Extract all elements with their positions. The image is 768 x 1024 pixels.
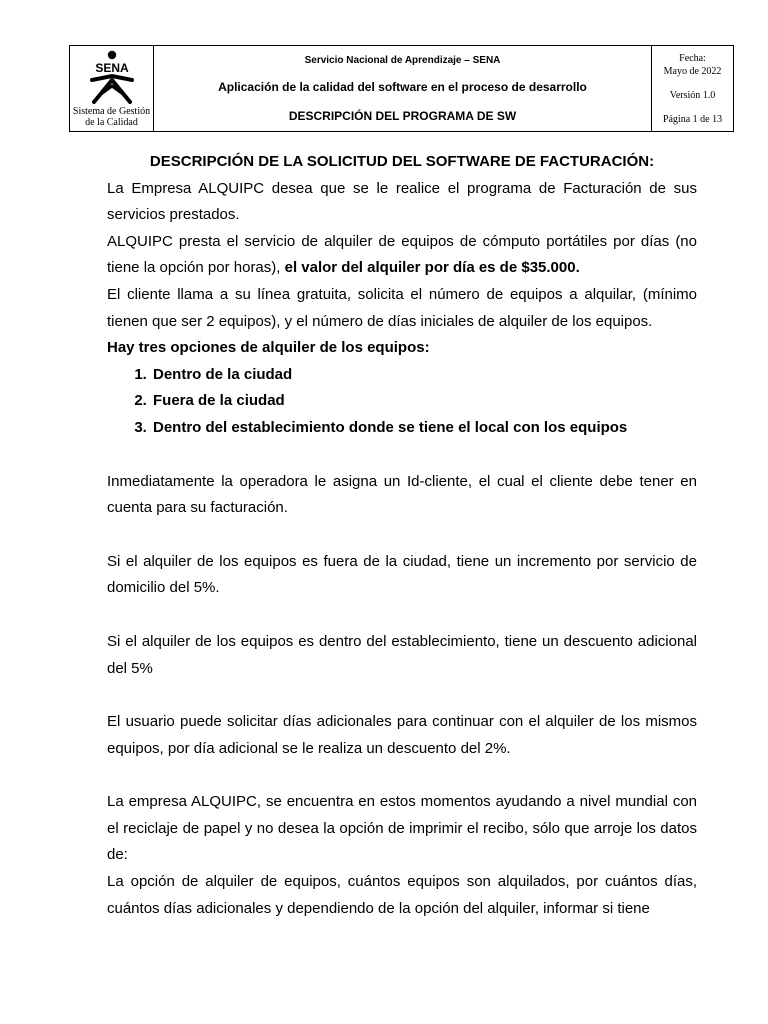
date-label: Fecha: xyxy=(679,52,706,64)
document-body xyxy=(107,149,697,922)
date-value: Mayo de 2022 xyxy=(663,65,722,77)
logo-cell xyxy=(70,46,154,132)
paragraph-client-call: El cliente llama a su línea gratuita, solicita el número de equipos a alquilar, (mínimo tienen que ser 2 equipos), y el número de días iniciales de alquiler de los equipos. xyxy=(107,285,697,330)
list-item: 1. Dentro de la ciudad xyxy=(151,362,697,389)
logo-caption-line-1: Sistema de Gestión xyxy=(72,105,151,117)
header-title-cell xyxy=(154,46,652,132)
paragraph-output-data: La opción de alquiler de equipos, cuántos equipos son alquilados, por cuántos días, cuántos días adicionales y dependiendo de la opción del alquiler, informar si tiene xyxy=(107,873,697,917)
logo-caption xyxy=(73,106,150,128)
paragraph-establishment: Si el alquiler de los equipos es dentro del establecimiento, tiene un descuento adicional del 5% xyxy=(107,632,697,677)
paragraph-recycling: La empresa ALQUIPC, se encuentra en estos momentos ayudando a nivel mundial con el reciclaje de papel y no desea la opción de imprimir el recibo, sólo que arroje los datos de: xyxy=(107,793,697,864)
document-title: DESCRIPCIÓN DE LA SOLICITUD DEL SOFTWARE DE FACTURACIÓN: xyxy=(149,153,655,170)
header-title: Aplicación de la calidad del software en el proceso de desarrollo xyxy=(218,79,587,94)
logo-caption-line-2: de la Calidad xyxy=(85,116,138,128)
list-item: 2. Fuera de la ciudad xyxy=(151,388,697,415)
paragraph-service xyxy=(107,229,697,282)
rental-price-text: el valor del alquiler por día es de $35.000. xyxy=(284,259,580,277)
paragraph-client-id: Inmediatamente la operadora le asigna un Id-cliente, el cual el cliente debe tener en cuenta para su facturación. xyxy=(107,472,697,517)
paragraph-service-text: ALQUIPC presta el servicio de alquiler de equipos de cómputo portátiles por días (no tiene la opción por horas), xyxy=(107,232,697,277)
paragraph-additional-days: El usuario puede solicitar días adicionales para continuar con el alquiler de los mismos equipos, por día adicional se le realiza un descuento del 2%. xyxy=(107,713,697,757)
header-subtitle: DESCRIPCIÓN DEL PROGRAMA DE SW xyxy=(288,108,517,123)
header-meta-cell xyxy=(652,46,734,132)
paragraph-outside-city: Si el alquiler de los equipos es fuera de la ciudad, tiene un incremento por servicio de domicilio del 5%. xyxy=(107,552,697,597)
sena-logo-icon xyxy=(84,50,140,104)
version-label: Versión 1.0 xyxy=(669,89,716,101)
logo-wordmark: SENA xyxy=(94,60,129,75)
options-heading: Hay tres opciones de alquiler de los equipos: xyxy=(107,339,430,357)
institution-name: Servicio Nacional de Aprendizaje – SENA xyxy=(304,54,501,66)
page-number: Página 1 de 13 xyxy=(662,113,723,125)
options-list xyxy=(107,362,697,442)
document-header xyxy=(69,45,734,132)
list-item: 3. Dentro del establecimiento donde se tiene el local con los equipos xyxy=(151,415,697,442)
paragraph-intro: La Empresa ALQUIPC desea que se le realice el programa de Facturación de sus servicios prestados. xyxy=(107,179,697,224)
